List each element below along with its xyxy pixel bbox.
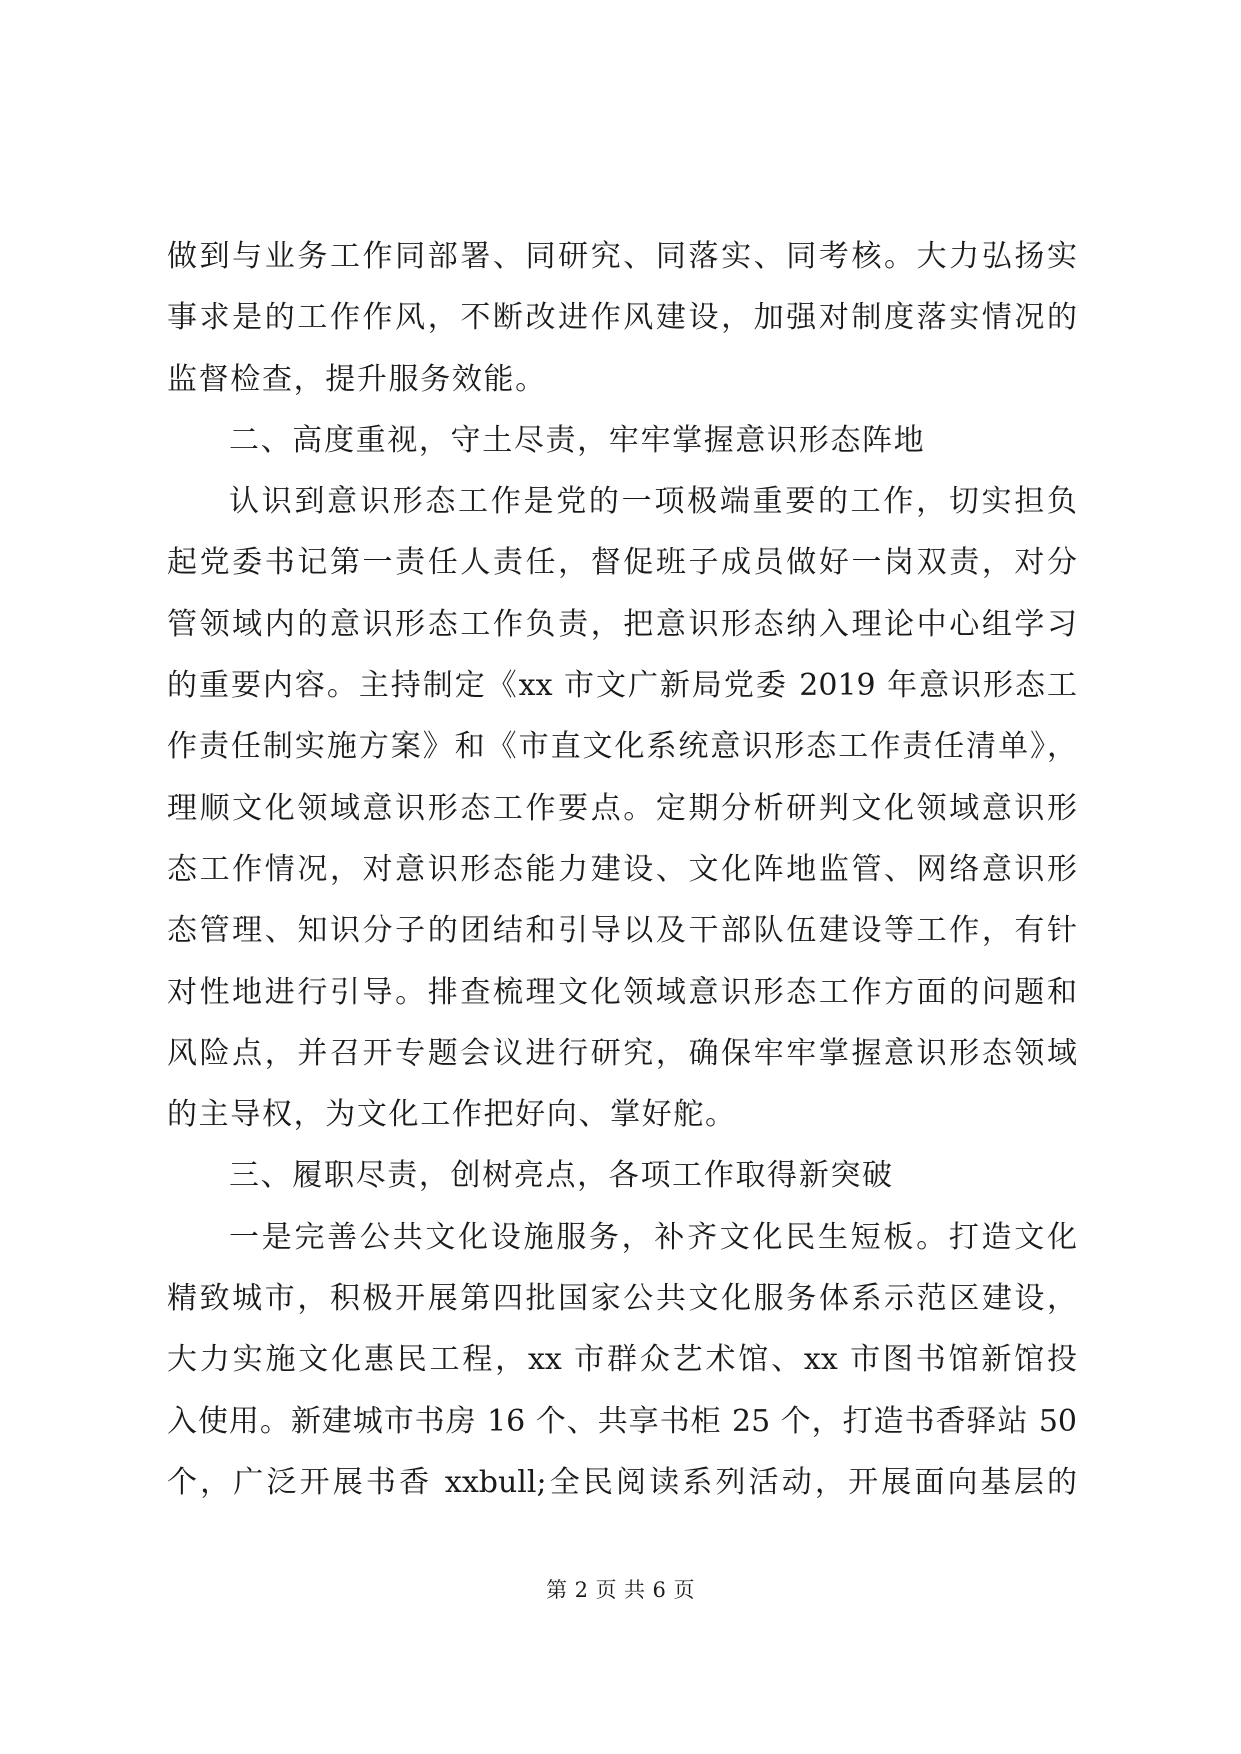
paragraph-first-line: 认识到意识形态工作是党的一项极端重要的工作，切实担负 [229, 484, 1077, 520]
document-body [167, 226, 1077, 1513]
text-line: 态管理、知识分子的团结和引导以及干部队伍建设等工作，有针 [167, 913, 1077, 949]
text-line: 理顺文化领域意识形态工作要点。定期分析研判文化领域意识形 [167, 790, 1077, 826]
text-line: 作责任制实施方案》和《市直文化系统意识形态工作责任清单》， [167, 729, 1077, 765]
page-number-footer: 第 2 页 共 6 页 [546, 1578, 695, 1602]
section-heading: 三、履职尽责，创树亮点，各项工作取得新突破 [229, 1158, 894, 1194]
text-line: 起党委书记第一责任人责任，督促班子成员做好一岗双责，对分 [167, 545, 1077, 581]
text-line: 对性地进行引导。排查梳理文化领域意识形态工作方面的问题和 [167, 974, 1077, 1010]
text-line: 大力实施文化惠民工程，xx 市群众艺术馆、xx 市图书馆新馆投 [167, 1342, 1077, 1378]
text-line: 态工作情况，对意识形态能力建设、文化阵地监管、网络意识形 [167, 851, 1077, 887]
text-line: 风险点，并召开专题会议进行研究，确保牢牢掌握意识形态领域 [167, 1035, 1077, 1071]
section-heading: 二、高度重视，守土尽责，牢牢掌握意识形态阵地 [229, 422, 926, 458]
text-line: 的重要内容。主持制定《xx 市文广新局党委 2019 年意识形态工 [167, 668, 1077, 704]
text-line: 监督检查，提升服务效能。 [167, 361, 547, 397]
text-line: 事求是的工作作风，不断改进作风建设，加强对制度落实情况的 [167, 300, 1077, 336]
paragraph-first-line: 一是完善公共文化设施服务，补齐文化民生短板。打造文化 [229, 1219, 1077, 1255]
text-line: 做到与业务工作同部署、同研究、同落实、同考核。大力弘扬实 [167, 239, 1077, 274]
text-line: 入使用。新建城市书房 16 个、共享书柜 25 个，打造书香驿站 50 [167, 1403, 1077, 1439]
text-line: 精致城市，积极开展第四批国家公共文化服务体系示范区建设， [167, 1281, 1077, 1317]
text-line: 个，广泛开展书香 xxbull;全民阅读系列活动，开展面向基层的 [167, 1464, 1077, 1500]
text-line: 的主导权，为文化工作把好向、掌好舵。 [167, 1097, 737, 1133]
text-line: 管领域内的意识形态工作负责，把意识形态纳入理论中心组学习 [167, 606, 1077, 642]
